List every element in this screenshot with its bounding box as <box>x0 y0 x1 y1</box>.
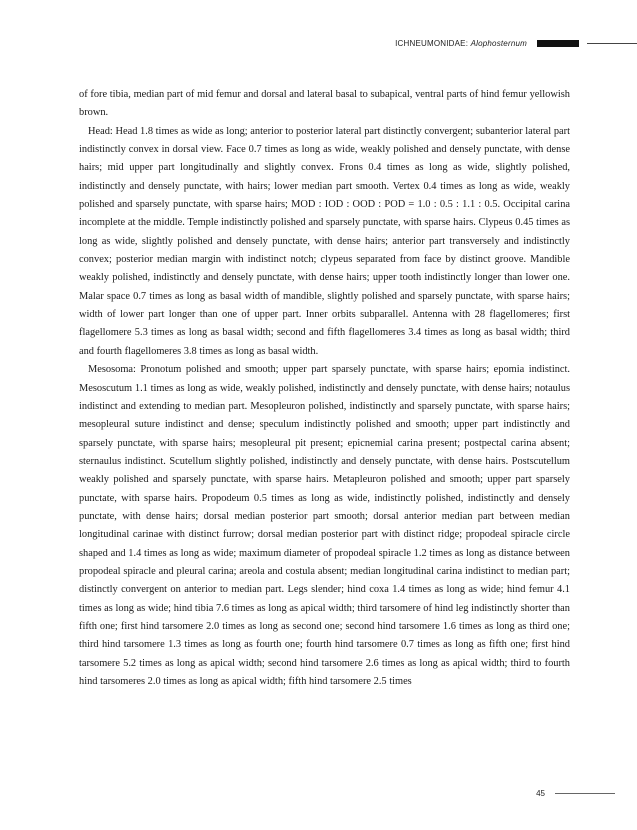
footer-rule <box>555 793 615 794</box>
running-head <box>395 38 637 48</box>
running-head-family: ICHNEUMONIDAE: <box>395 38 469 48</box>
paragraph-mesosoma: Mesosoma: Pronotum polished and smooth; upper part sparsely punctate, with sparse hairs; epomia indistinct. Mesoscutum 1.1 times as long as wide, weakly polished, indistinctly and densely punctate, with dense hairs; notaulus indistinct and extending to median part. Mesopleuron polished, indistinctly and sparsely punctate, with sparse hairs; mesopleural suture indistinct and dense; speculum indistinctly polished and smooth; upper part indistinctly and sparsely punctate, with sparse hairs; mesopleural pit present; epicnemial carina present; postpectal carina absent; sternaulus indistinct. Scutellum slightly polished, indistinctly and densely punctate, with dense hairs. Postscutellum weakly polished and sparsely punctate, with sparse hairs. Metapleuron polished and smooth; upper part sparsely punctate, with sparse hairs. Propodeum 0.5 times as long as wide, indistinctly polished, indistinctly and densely punctate, with dense hairs; dorsal median posterior part smooth; dorsal anterior median part between median longitudinal carinae with distinct furrow; dorsal median posterior part with distinct ridge; propodeal spiracle circle shaped and 1.4 times as long as wide; maximum diameter of propodeal spiracle 1.2 times as long as distance between propodeal spiracle and pleural carina; areola and costula absent; median longitudinal carina indistinct to median part; distinctly convergent on anterior to median part. Legs slender; hind coxa 1.4 times as long as wide; hind femur 4.1 times as long as wide; hind tibia 7.6 times as long as apical width; third tarsomere of hind leg indistinctly shorter than fifth one; first hind tarsomere 2.0 times as long as second one; second hind tarsomere 1.6 times as long as third one; third hind tarsomere 1.3 times as long as fourth one; fourth hind tarsomere 0.7 times as long as fifth one; first hind tarsomere 5.2 times as long as apical width; second hind tarsomere 2.6 times as long as apical width; third to fourth hind tarsomeres 2.0 times as long as apical width; fifth hind tarsomere 2.5 times <box>79 364 570 687</box>
running-head-genus: Alophosternum <box>470 38 527 48</box>
running-head-bar <box>537 40 579 47</box>
running-head-rule <box>587 43 637 44</box>
running-head-title <box>395 39 527 48</box>
body-text <box>79 86 570 691</box>
paragraph-color-continuation: of fore tibia, median part of mid femur and dorsal and lateral basal to subapical, ventral parts of hind femur yellowish brown. <box>79 89 570 119</box>
page-footer <box>536 789 615 798</box>
page-number: 45 <box>536 789 545 798</box>
paragraph-head: Head: Head 1.8 times as wide as long; anterior to posterior lateral part distinctly convergent; subanterior lateral part indistinctly convex in dorsal view. Face 0.7 times as long as wide, weakly polished and densely punctate, with dense hairs; mid upper part longitudinally and slightly convex. Frons 0.4 times as long as wide, slightly polished, indistinctly and densely punctate, with hairs; lower median part smooth. Vertex 0.4 times as long as wide, weakly polished and sparsely punctate, with sparse hairs; MOD : IOD : OOD : POD = 1.0 : 0.5 : 1.1 : 0.5. Occipital carina incomplete at the middle. Temple indistinctly polished and sparsely punctate, with sparse hairs. Clypeus 0.45 times as long as wide, slightly polished and densely punctate, with dense hairs; anterior part transversely and indistinctly convex; posterior median margin with indistinct notch; clypeus separated from face by distinct groove. Mandible weakly polished, indistinctly and densely punctate, with dense hairs; upper tooth indistinctly longer than lower one. Malar space 0.7 times as long as basal width of mandible, slightly polished and sparsely punctate, with sparse hairs; width of lower part longer than one of upper part. Inner orbits subparallel. Antenna with 28 flagellomeres; first flagellomere 5.3 times as long as basal width; second and fifth flagellomeres 3.4 times as long as basal width; third and fourth flagellomeres 3.8 times as long as basal width. <box>79 125 570 357</box>
